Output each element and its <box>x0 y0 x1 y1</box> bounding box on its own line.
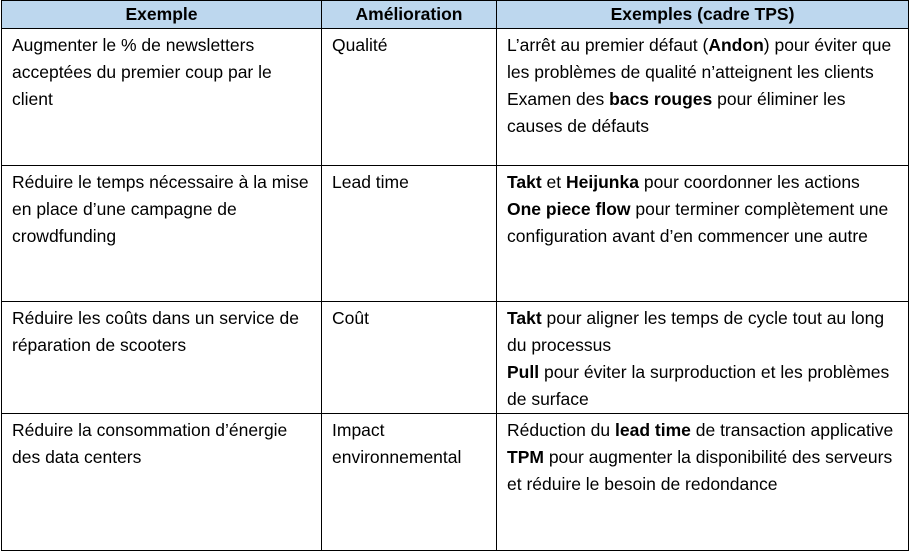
header-exemple: Exemple <box>2 1 322 29</box>
cell-amelioration: Lead time <box>322 166 497 302</box>
tps-paragraph <box>507 359 902 413</box>
bold-term: lead time <box>615 420 691 440</box>
text-run: de transaction applicative <box>690 420 894 440</box>
header-exemples-tps: Exemples (cadre TPS) <box>497 1 909 29</box>
text-run: Réduction du <box>507 420 615 440</box>
cell-tps <box>497 302 909 414</box>
text-run: L’arrêt au premier défaut ( <box>507 35 709 55</box>
text-run: pour aligner les temps de cycle tout au long du processus <box>507 308 885 355</box>
text-run: pour coordonner les actions <box>638 172 860 192</box>
cell-exemple: Réduire la consommation d’énergie des data centers <box>2 414 322 551</box>
tps-paragraph <box>507 305 902 359</box>
improvement-table <box>1 0 909 551</box>
table-row <box>2 29 909 166</box>
tps-paragraph <box>507 196 902 250</box>
text-run: pour éviter la surproduction et les problèmes de surface <box>507 362 890 409</box>
cell-tps <box>497 29 909 166</box>
text-run: pour éliminer les causes de défauts <box>507 89 846 136</box>
bold-term: Takt <box>507 308 542 328</box>
cell-amelioration: Coût <box>322 302 497 414</box>
cell-tps <box>497 166 909 302</box>
table-row <box>2 166 909 302</box>
bold-term: Andon <box>708 35 764 55</box>
text-run: pour augmenter la disponibilité des serveurs et réduire le besoin de redondance <box>507 447 893 494</box>
text-run: ) pour éviter que les problèmes de qualité n’atteignent les clients <box>507 35 892 82</box>
text-run: Examen des <box>507 89 610 109</box>
bold-term: bacs rouges <box>609 89 713 109</box>
cell-exemple: Augmenter le % de newsletters acceptées du premier coup par le client <box>2 29 322 166</box>
header-row <box>2 1 909 29</box>
header-amelioration: Amélioration <box>322 1 497 29</box>
table-row <box>2 302 909 414</box>
cell-exemple: Réduire le temps nécessaire à la mise en place d’une campagne de crowdfunding <box>2 166 322 302</box>
table-row <box>2 414 909 551</box>
cell-exemple: Réduire les coûts dans un service de réparation de scooters <box>2 302 322 414</box>
tps-paragraph <box>507 417 902 444</box>
tps-paragraph <box>507 169 902 196</box>
text-run: pour terminer complètement une configuration avant d’en commencer une autre <box>507 199 889 246</box>
cell-tps <box>497 414 909 551</box>
text-run: et <box>541 172 567 192</box>
cell-amelioration: Qualité <box>322 29 497 166</box>
bold-term: Takt <box>507 172 542 192</box>
cell-amelioration: Impact environnemental <box>322 414 497 551</box>
bold-term: Pull <box>507 362 540 382</box>
tps-paragraph <box>507 86 902 140</box>
bold-term: TPM <box>507 447 544 467</box>
bold-term: Heijunka <box>566 172 639 192</box>
tps-paragraph <box>507 444 902 498</box>
bold-term: One piece flow <box>507 199 631 219</box>
tps-paragraph <box>507 32 902 86</box>
